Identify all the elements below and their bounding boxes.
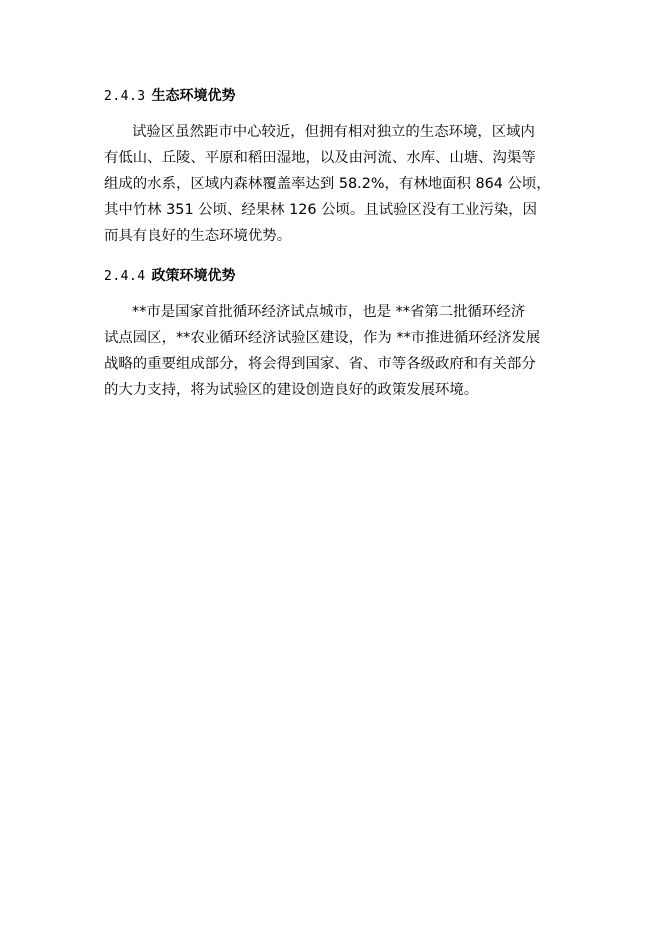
paragraph-line: **市是国家首批循环经济试点城市，也是 **省第二批循环经济 <box>132 304 526 320</box>
paragraph-line: 战略的重要组成部分，将会得到国家、省、市等各级政府和有关部分 <box>104 356 536 372</box>
section-heading-policy <box>104 264 558 289</box>
paragraph-line: 的大力支持，将为试验区的建设创造良好的政策发展环境。 <box>104 382 479 398</box>
section-title: 政策环境优势 <box>151 268 236 284</box>
section-heading-ecology <box>104 84 558 109</box>
paragraph-line: 试验区虽然距市中心较近，但拥有相对独立的生态环境，区域内 <box>132 124 535 140</box>
section-number: 2.4.4 <box>104 269 146 284</box>
paragraph-ecology <box>104 119 558 249</box>
paragraph-line: 组成的水系，区域内森林覆盖率达到 58.2%，有林地面积 864 公顷， <box>104 176 551 192</box>
paragraph-line: 而具有良好的生态环境优势。 <box>104 228 292 244</box>
paragraph-policy <box>104 299 558 403</box>
paragraph-line: 试点园区，**农业循环经济试验区建设，作为 **市推进循环经济发展 <box>104 330 541 346</box>
document-content <box>104 84 558 403</box>
paragraph-line: 有低山、丘陵、平原和稻田湿地，以及由河流、水库、山塘、沟渠等 <box>104 150 536 166</box>
section-title: 生态环境优势 <box>151 88 236 104</box>
section-number: 2.4.3 <box>104 89 146 104</box>
paragraph-line: 其中竹林 351 公顷、经果林 126 公顷。且试验区没有工业污染，因 <box>104 202 537 218</box>
